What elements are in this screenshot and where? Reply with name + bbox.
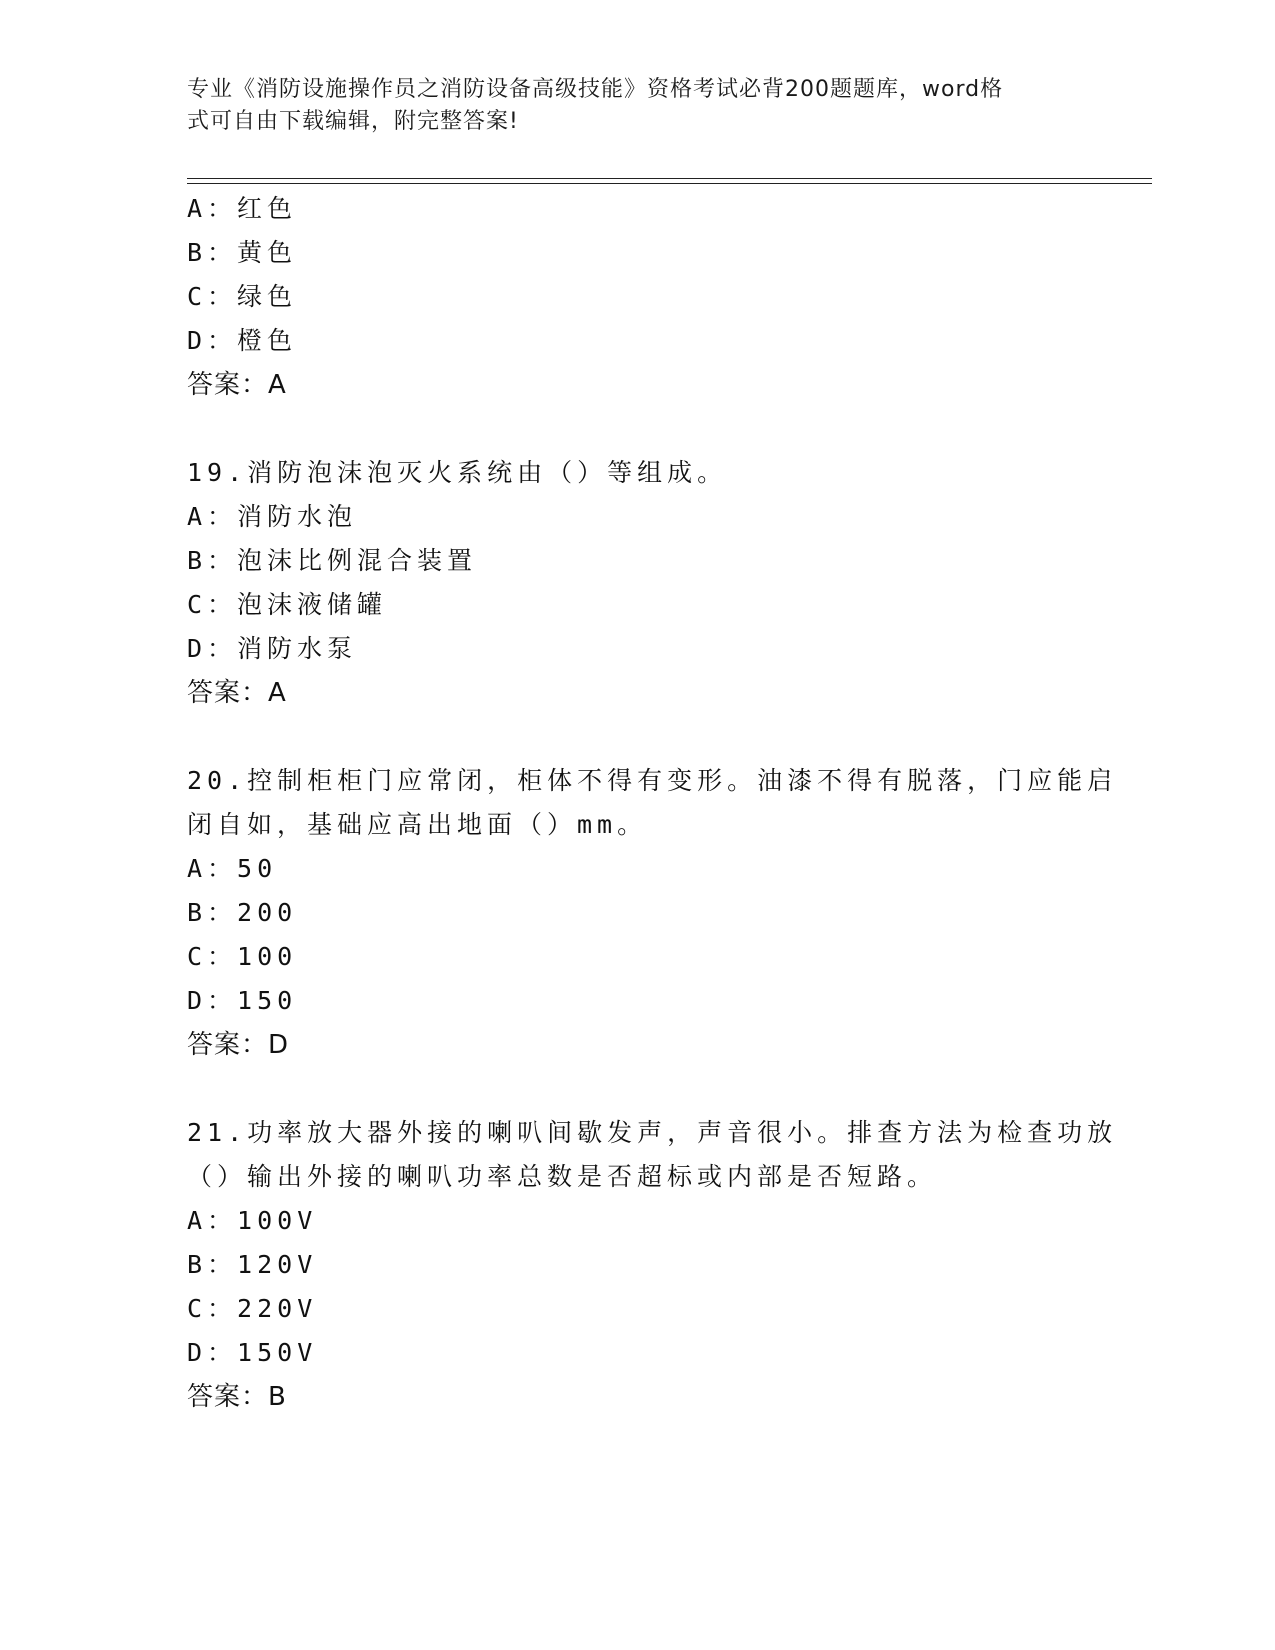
prev-option-a: A：红色: [187, 194, 298, 223]
q21-option-b: B：120V: [187, 1250, 318, 1279]
q21-stem-1: 21.功率放大器外接的喇叭间歇发声，声音很小。排查方法为检查功放: [187, 1118, 1118, 1147]
q21-stem-2: （）输出外接的喇叭功率总数是否超标或内部是否短路。: [187, 1162, 938, 1191]
q20-answer: 答案：D: [187, 1030, 290, 1060]
q20-stem-1: 20.控制柜柜门应常闭，柜体不得有变形。油漆不得有脱落，门应能启: [187, 766, 1118, 795]
q20-option-b: B：200: [187, 898, 298, 927]
prev-answer: 答案：A: [187, 370, 287, 400]
header-divider-bottom: [187, 183, 1152, 184]
prev-option-b: B：黄色: [187, 238, 298, 267]
q19-option-a: A：消防水泡: [187, 502, 358, 531]
q20-stem-2: 闭自如，基础应高出地面（）mm。: [187, 810, 648, 839]
q19-option-b: B：泡沫比例混合装置: [187, 546, 478, 575]
q19-option-c: C：泡沫液储罐: [187, 590, 388, 619]
prev-option-d: D：橙色: [187, 326, 298, 355]
q21-option-d: D：150V: [187, 1338, 318, 1367]
q19-stem-1: 19.消防泡沫泡灭火系统由（）等组成。: [187, 458, 728, 487]
q21-option-c: C：220V: [187, 1294, 318, 1323]
q19-answer: 答案：A: [187, 678, 287, 708]
q20-option-d: D：150: [187, 986, 298, 1015]
header-divider-top: [187, 178, 1152, 179]
prev-option-c: C：绿色: [187, 282, 298, 311]
q19-option-d: D：消防水泵: [187, 634, 358, 663]
q20-option-a: A：50: [187, 854, 278, 883]
q20-option-c: C：100: [187, 942, 298, 971]
q21-option-a: A：100V: [187, 1206, 318, 1235]
header-line-2: 式可自由下载编辑，附完整答案!: [187, 109, 519, 134]
document-header: [187, 74, 1067, 138]
q21-answer: 答案：B: [187, 1382, 287, 1412]
header-line-1: 专业《消防设施操作员之消防设备高级技能》资格考试必背200题题库，word格: [187, 77, 1004, 102]
